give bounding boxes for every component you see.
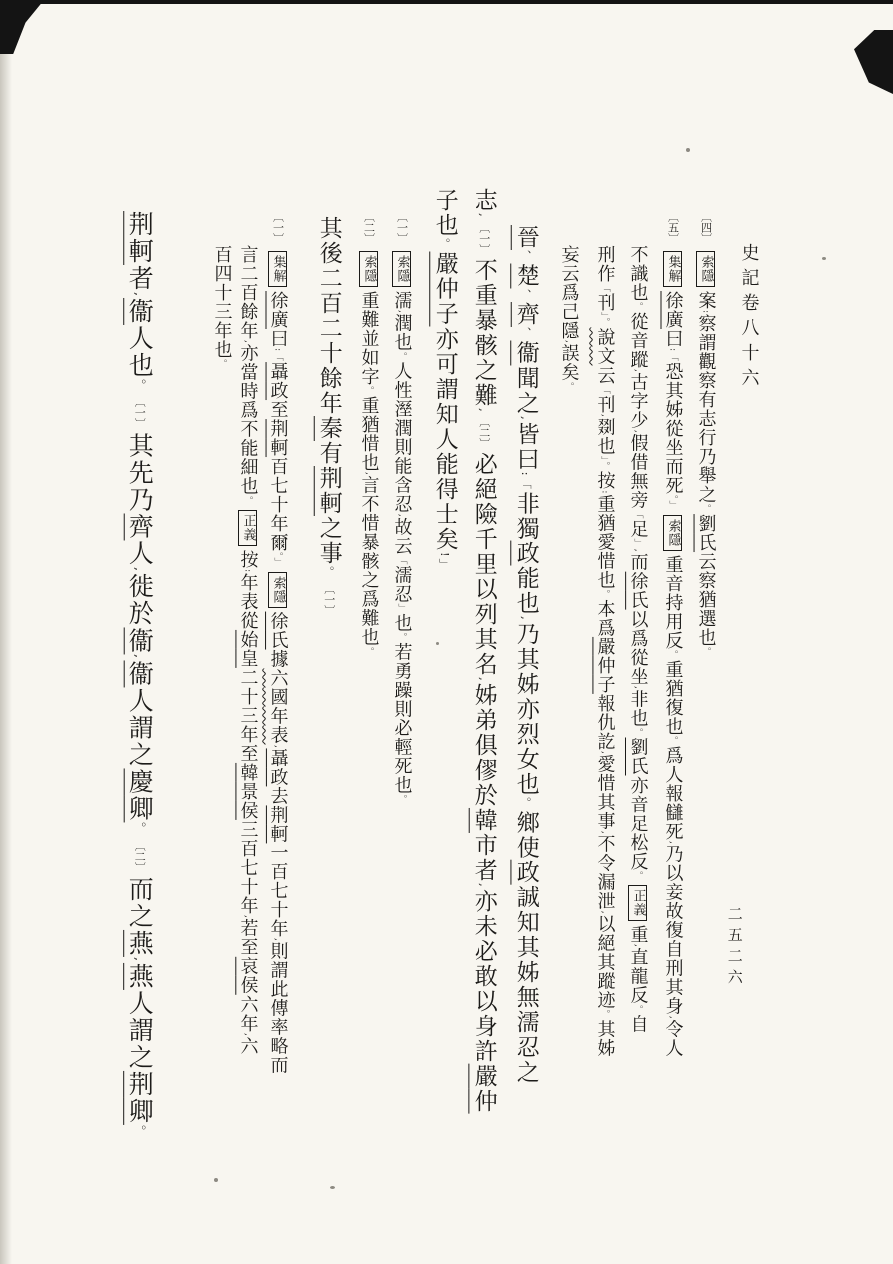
text-run	[125, 822, 154, 837]
text-run	[513, 289, 539, 303]
punctuation: ,	[132, 956, 148, 963]
punctuation: ,	[242, 1032, 253, 1037]
punctuation: 「	[632, 509, 643, 520]
text-run: 人,徙於	[125, 540, 155, 628]
proper-noun: 始皇	[237, 629, 259, 668]
proper-noun: 衞	[125, 660, 155, 688]
punctuation: ,	[132, 654, 148, 661]
punctuation: 。	[700, 504, 711, 515]
note-number: 〔四〕	[699, 211, 713, 244]
punctuation: 。	[132, 1124, 148, 1140]
note-number: 〔一〕	[322, 582, 336, 616]
proper-noun: 徐氏	[627, 571, 649, 610]
punctuation: :	[599, 489, 610, 494]
punctuation: ,	[363, 472, 374, 476]
text-run: 二十三年至	[237, 667, 259, 763]
annotation-note-2-column	[357, 208, 380, 657]
text-run: 濡,潤也。人性溼潤則能含忍,故云「濡忍」也。若勇躁則必輕死也。	[391, 291, 413, 805]
punctuation: 。	[518, 796, 533, 810]
text-run: 以爲從坐,非也。	[627, 609, 649, 738]
punctuation: :	[667, 348, 678, 353]
punctuation: 。	[242, 495, 253, 506]
text-run: 之事。	[315, 516, 342, 580]
punctuation: 」	[599, 455, 610, 461]
main-text-column	[511, 225, 540, 1085]
text-run: 者,	[125, 265, 155, 298]
punctuation: 。	[216, 359, 227, 369]
text-run: 按:年表從	[237, 549, 259, 630]
punctuation: 、	[518, 288, 533, 302]
text-run: 重,直龍反。自	[627, 924, 649, 1034]
proper-noun: 慶卿	[125, 768, 155, 823]
text-run: 必絕險千里以列其名,姊弟俱僇於	[470, 452, 497, 808]
text-run: 其先乃	[125, 432, 155, 514]
punctuation: 「	[518, 477, 533, 491]
text-run: 據	[267, 649, 289, 669]
punctuation: 。	[667, 495, 678, 501]
punctuation: 。	[599, 1009, 610, 1020]
text-run: 志,	[470, 188, 497, 219]
annotation-note-5-column	[661, 208, 684, 1057]
punctuation: 「	[599, 283, 610, 293]
book-title: 說文	[594, 327, 616, 366]
punctuation: ,	[396, 513, 407, 518]
scan-speck	[686, 148, 690, 152]
scan-artifact	[0, 0, 893, 4]
proper-noun: 荆軻	[315, 466, 342, 516]
proper-noun: 楚	[512, 263, 539, 289]
punctuation: 。	[632, 302, 643, 312]
proper-noun: 聶政	[267, 362, 289, 401]
punctuation: 。	[667, 735, 678, 746]
text-run: 重難並如字。重猶惜也,言不惜暴骸之爲難也。	[358, 291, 380, 657]
commentary-source-badge: 正義	[238, 510, 256, 546]
text-run: 誠知其姊無濡忍之	[512, 884, 539, 1085]
commentary-source-badge: 正義	[628, 885, 646, 921]
punctuation: ,	[632, 685, 643, 690]
text-run: 云「刊,剟也」。按:重猶愛惜也。本爲	[594, 365, 616, 637]
punctuation: ,	[518, 615, 533, 622]
punctuation: 」	[632, 538, 643, 549]
punctuation: ,	[632, 943, 643, 948]
scan-artifact	[854, 30, 893, 94]
proper-noun: 衞	[125, 627, 155, 655]
text-run: 重音持用反。重猶復也。爲人報讎死,乃以妾故復自刑其身,令人	[662, 554, 684, 1058]
punctuation: ,	[132, 292, 148, 298]
commentary-source-badge: 索隱	[392, 251, 410, 287]
text-run: 去	[267, 786, 289, 806]
text-run: 一百七十年,則謂此傳率略而	[267, 843, 289, 1076]
punctuation: 。	[599, 588, 610, 599]
text-run: 不重暴骸之難,	[470, 257, 497, 414]
annotation-note-4-column	[694, 208, 717, 657]
proper-noun: 聶政	[267, 748, 289, 787]
note-number: 〔一〕	[133, 396, 147, 430]
biography-opening-column	[124, 211, 155, 1139]
annotation-note-1-column	[390, 208, 413, 805]
book-title: 六國年表	[267, 668, 289, 745]
text-run: 刑作「刊」。	[594, 245, 616, 328]
punctuation: 。	[396, 632, 407, 643]
scan-speck	[822, 257, 826, 260]
text-run	[513, 250, 539, 264]
punctuation: :	[272, 348, 283, 353]
commentary-source-badge: 索隱	[359, 251, 377, 287]
annotation-note-end-column	[210, 245, 233, 369]
proper-noun: 嚴仲子	[431, 251, 458, 327]
text-run: 子也。	[431, 188, 458, 252]
text-run: 妄云爲己隱,誤矣。	[558, 245, 580, 392]
text-run: 三百七十年,若至	[237, 819, 259, 957]
punctuation: ,	[599, 910, 610, 915]
volume-title: 史記卷八十六	[738, 243, 760, 393]
text-run: 聞之,皆曰:「非獨	[512, 365, 539, 541]
punctuation: ,	[132, 567, 148, 574]
annotation-note-5-end-column	[557, 245, 580, 392]
proper-noun: 嚴仲	[470, 1063, 497, 1114]
text-run: 人謂之	[125, 687, 155, 769]
punctuation: ,	[476, 882, 491, 889]
note-number: 〔五〕	[666, 211, 680, 244]
proper-noun: 荆軻	[267, 805, 289, 844]
proper-noun: 徐廣	[662, 291, 684, 329]
main-text-column	[314, 216, 343, 619]
proper-noun: 秦	[315, 416, 342, 441]
proper-noun: 衞	[125, 297, 155, 325]
commentary-source-badge: 集解	[268, 251, 286, 287]
punctuation: 。	[396, 351, 407, 362]
punctuation: 「	[599, 384, 610, 395]
proper-noun: 燕	[125, 962, 155, 990]
text-run	[125, 1125, 154, 1140]
note-number: 〔二〕	[133, 839, 147, 873]
punctuation: 。	[632, 1004, 643, 1015]
page-number: 二五二六	[725, 906, 744, 990]
punctuation: ,	[632, 429, 643, 434]
punctuation: 。	[132, 822, 148, 837]
text-run: 不識也。從音蹤,古字少,假借無旁「足」,而	[627, 245, 649, 572]
punctuation: ,	[632, 548, 643, 553]
punctuation: :	[242, 568, 253, 573]
punctuation: 」	[437, 558, 452, 572]
punctuation: 。	[363, 646, 374, 657]
punctuation: ,	[563, 340, 574, 344]
proper-noun: 政	[512, 859, 539, 885]
punctuation: ,	[518, 415, 533, 422]
punctuation: 。	[700, 647, 711, 658]
proper-noun: 齊	[512, 302, 539, 327]
punctuation: ,	[476, 407, 491, 414]
proper-noun: 衞	[512, 340, 539, 366]
punctuation: !	[437, 551, 452, 559]
proper-noun: 哀侯	[237, 956, 259, 995]
annotation-note-continuation-column	[236, 245, 259, 1056]
main-text-column	[430, 188, 459, 572]
text-run: 人也。	[125, 324, 155, 394]
punctuation: 」	[272, 557, 283, 568]
proper-noun: 韓景侯	[237, 762, 259, 820]
annotation-note-column	[266, 208, 289, 1075]
punctuation: ,	[242, 914, 253, 919]
text-run: 案:察謂觀察有志行乃舉之。	[695, 291, 717, 515]
punctuation: 」	[396, 603, 407, 614]
scan-speck	[436, 642, 439, 645]
note-number: 〔二〕	[477, 416, 491, 450]
text-run: 曰:「恐其姊從坐而死。」	[662, 329, 684, 511]
text-run: 報仇訖,愛惜其事,不令漏泄,以絕其蹤迹。其姊	[594, 693, 616, 1058]
punctuation: ,	[599, 413, 610, 418]
proper-noun: 政	[512, 540, 539, 566]
punctuation: 「	[667, 352, 678, 363]
proper-noun: 荆軻	[267, 419, 289, 458]
punctuation: ,	[476, 677, 491, 683]
punctuation: 。	[396, 794, 407, 805]
main-text-column	[469, 188, 498, 1114]
text-run: 有	[315, 441, 342, 466]
punctuation: 。	[321, 566, 336, 580]
note-number: 〔一〕	[477, 221, 491, 255]
proper-noun: 齊	[125, 513, 155, 541]
proper-noun: 燕	[125, 929, 155, 957]
text-run: 云察猶選也。	[695, 552, 717, 658]
punctuation: :	[700, 310, 711, 315]
commentary-source-badge: 索隱	[268, 572, 286, 608]
text-run: 亦可謂知人能得士矣!」	[431, 326, 458, 572]
punctuation: 。	[632, 727, 643, 738]
commentary-source-badge: 索隱	[696, 251, 714, 287]
commentary-source-badge: 集解	[663, 251, 681, 287]
punctuation: ,	[272, 938, 283, 943]
punctuation: ,	[667, 840, 678, 845]
proper-noun: 劉氏	[695, 514, 717, 553]
annotation-note-5-continuation-column	[626, 245, 649, 1033]
punctuation: 。	[599, 317, 610, 328]
text-run: 至	[267, 400, 289, 420]
text-run: 其後二百二十餘年	[315, 216, 342, 416]
text-run: 曰:「	[267, 329, 289, 363]
punctuation: ,	[396, 310, 407, 314]
punctuation: 。	[437, 238, 452, 252]
text-run: 言二百餘年,亦當時爲不能細也。	[237, 245, 259, 506]
proper-noun: 荆軻	[125, 211, 155, 265]
scan-artifact	[0, 0, 44, 54]
text-run: 百七十年爾。」	[267, 457, 289, 568]
scan-speck	[214, 1178, 218, 1182]
scan-speck	[330, 1186, 335, 1189]
punctuation: 。	[563, 381, 574, 392]
annotation-note-5-continuation-column	[593, 245, 616, 1058]
proper-noun: 嚴仲子	[594, 636, 616, 694]
proper-noun: 韓	[470, 807, 497, 833]
proper-noun: 劉氏	[627, 737, 649, 776]
punctuation: ,	[632, 369, 643, 373]
punctuation: ,	[242, 340, 253, 344]
punctuation: 。	[667, 649, 678, 660]
punctuation: ,	[476, 213, 491, 219]
text-run: 市者,亦未必敢以身許	[470, 832, 497, 1064]
proper-noun: 徐廣	[267, 291, 289, 329]
punctuation: 。	[132, 378, 148, 394]
punctuation: :	[518, 471, 533, 478]
text-run	[513, 327, 539, 341]
punctuation: ,	[667, 1015, 678, 1020]
punctuation: 。	[272, 552, 283, 558]
text-run: 亦音足松反。	[627, 775, 649, 881]
punctuation: 「	[396, 555, 407, 566]
punctuation: ,	[272, 744, 283, 749]
note-number: 〔一〕	[395, 211, 409, 244]
text-run: 六年,六	[237, 994, 259, 1056]
punctuation: 。	[363, 386, 374, 396]
punctuation: 「	[272, 352, 283, 363]
text-run: 能也,乃其姊亦烈女也。鄉使	[512, 565, 539, 860]
punctuation: 、	[518, 327, 533, 341]
commentary-source-badge: 索隱	[663, 515, 681, 551]
proper-noun: 荆卿	[125, 1070, 155, 1125]
punctuation: ,	[599, 750, 610, 755]
punctuation: 」	[667, 500, 678, 511]
punctuation: ,	[599, 830, 610, 835]
punctuation: 、	[518, 250, 533, 264]
text-run: 人謂之	[125, 989, 155, 1071]
text-run: 百四十三年也。	[211, 245, 233, 369]
punctuation: 。	[599, 460, 610, 471]
proper-noun: 晉	[512, 225, 539, 250]
punctuation: 。	[632, 870, 643, 881]
scan-edge-shadow	[0, 0, 12, 1264]
punctuation: 」	[599, 312, 610, 318]
note-number: 〔二〕	[362, 211, 376, 244]
proper-noun: 徐氏	[267, 611, 289, 650]
note-number: 〔一〕	[271, 211, 285, 244]
text-run: 而之	[125, 875, 155, 930]
